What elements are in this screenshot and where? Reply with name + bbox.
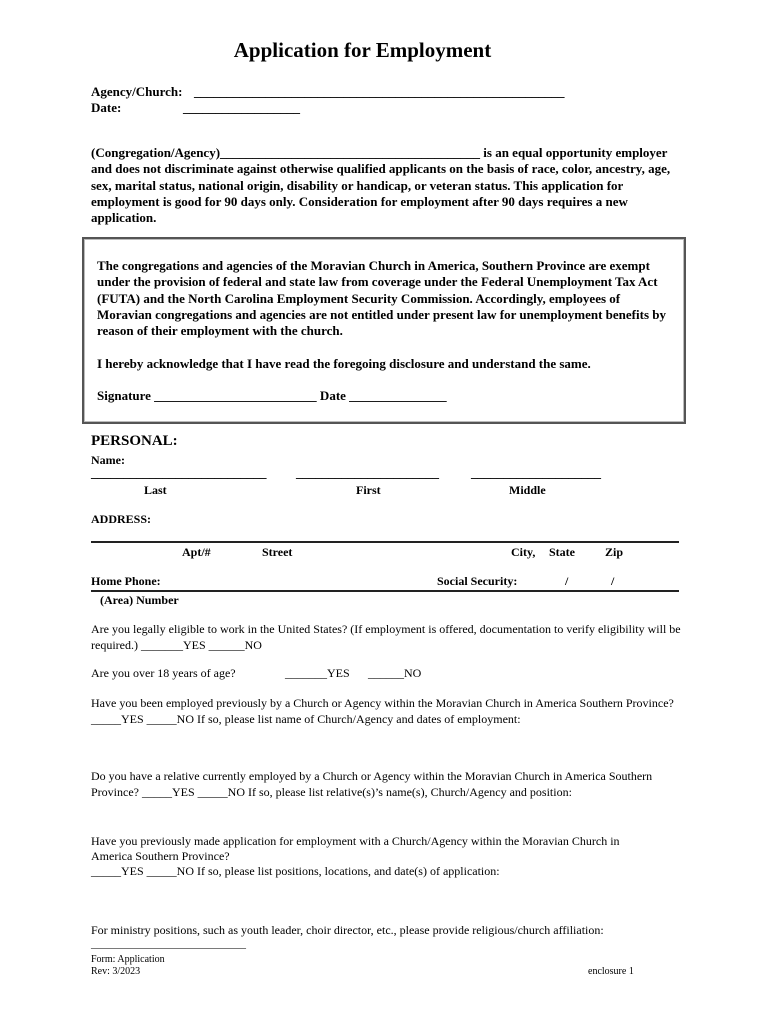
home-phone-label: Home Phone: (91, 574, 161, 588)
address-label: ADDRESS: (91, 512, 152, 526)
footer-form: Form: Application (91, 954, 165, 965)
address-line[interactable] (91, 541, 679, 543)
eeo-statement: (Congregation/Agency)________________________________________ is an equal opportunity employer and does not discriminate against otherwise qualified applicants on the basis of race, color, ancestry, age, sex, marital status, national origin, disability or handicap, or veteran status. This application for employment is good for 90 days only. Consideration for employment after 90 days requires a new application. (91, 145, 671, 226)
zip-caption: Zip (605, 545, 624, 559)
area-number-caption: (Area) Number (100, 593, 179, 607)
footer-rule: _______________________________ (91, 939, 246, 950)
personal-heading: PERSONAL: (91, 433, 178, 449)
last-caption: Last (144, 483, 167, 497)
phone-ssn-line[interactable] (91, 590, 679, 592)
question-relative: Do you have a relative currently employed by a Church or Agency within the Moravian Church in America Southern Province? _____YES _____NO If so, please list relative(s)’s name(s), Church/Agency and position: (91, 769, 653, 799)
street-caption: Street (262, 545, 293, 559)
question-age: Are you over 18 years of age? (91, 666, 236, 680)
question-previous-application-line1: Have you previously made application for employment with a Church/Agency within the Moravian Church in (91, 834, 620, 848)
signature-line[interactable]: Signature _________________________ Date _______________ (97, 388, 447, 403)
date-label: Date: (91, 100, 122, 115)
first-caption: First (356, 483, 381, 497)
name-label: Name: (91, 453, 125, 467)
agency-label: Agency/Church: (91, 84, 183, 99)
acknowledgement: I hereby acknowledge that I have read the foregoing disclosure and understand the same. (97, 356, 591, 371)
ssn-label: Social Security: (437, 574, 518, 588)
last-name-field[interactable]: ___________________________ (91, 465, 267, 480)
footer-enclosure: enclosure 1 (588, 966, 634, 977)
page-title: Application for Employment (233, 38, 492, 62)
question-previous-application-line2: America Southern Province? (91, 849, 230, 863)
state-caption: State (549, 545, 575, 559)
first-name-field[interactable]: ______________________ (296, 465, 439, 480)
question-eligibility: Are you legally eligible to work in the United States? (If employment is offered, documentation to verify eligibility will be required.) _______YES ______NO (91, 622, 681, 652)
disclosure-paragraph: The congregations and agencies of the Moravian Church in America, Southern Province are exempt under the provision of federal and state law from coverage under the Federal Unemployment Tax Act (FUTA) and the North Carolina Employment Security Commission. Accordingly, employees of Moravian congregations and agencies are not entitled under present law for unemployment benefits by reason of their employment with the church. (97, 258, 666, 339)
age-yes-field[interactable]: _______YES (285, 666, 350, 680)
question-previous-application-line3: _____YES _____NO If so, please list positions, locations, and date(s) of application: (91, 864, 500, 878)
city-caption: City, (511, 545, 536, 559)
middle-name-field[interactable]: ____________________ (471, 465, 601, 480)
apt-caption: Apt/# (182, 545, 211, 559)
question-previous-employment: Have you been employed previously by a Church or Agency within the Moravian Church in America Southern Province? _____YES _____NO If so, please list name of Church/Agency and dates of employment: (91, 696, 674, 726)
ssn-slash-2: / (611, 574, 615, 588)
ssn-slash-1: / (565, 574, 569, 588)
age-no-field[interactable]: ______NO (368, 666, 422, 680)
agency-field[interactable]: _________________________________________________________ (194, 84, 565, 99)
footer-revision: Rev: 3/2023 (91, 966, 141, 977)
date-field[interactable]: __________________ (183, 100, 300, 115)
middle-caption: Middle (509, 483, 546, 497)
disclosure-box (82, 237, 686, 424)
question-ministry: For ministry positions, such as youth leader, choir director, etc., please provide religious/church affiliation: (91, 923, 604, 937)
